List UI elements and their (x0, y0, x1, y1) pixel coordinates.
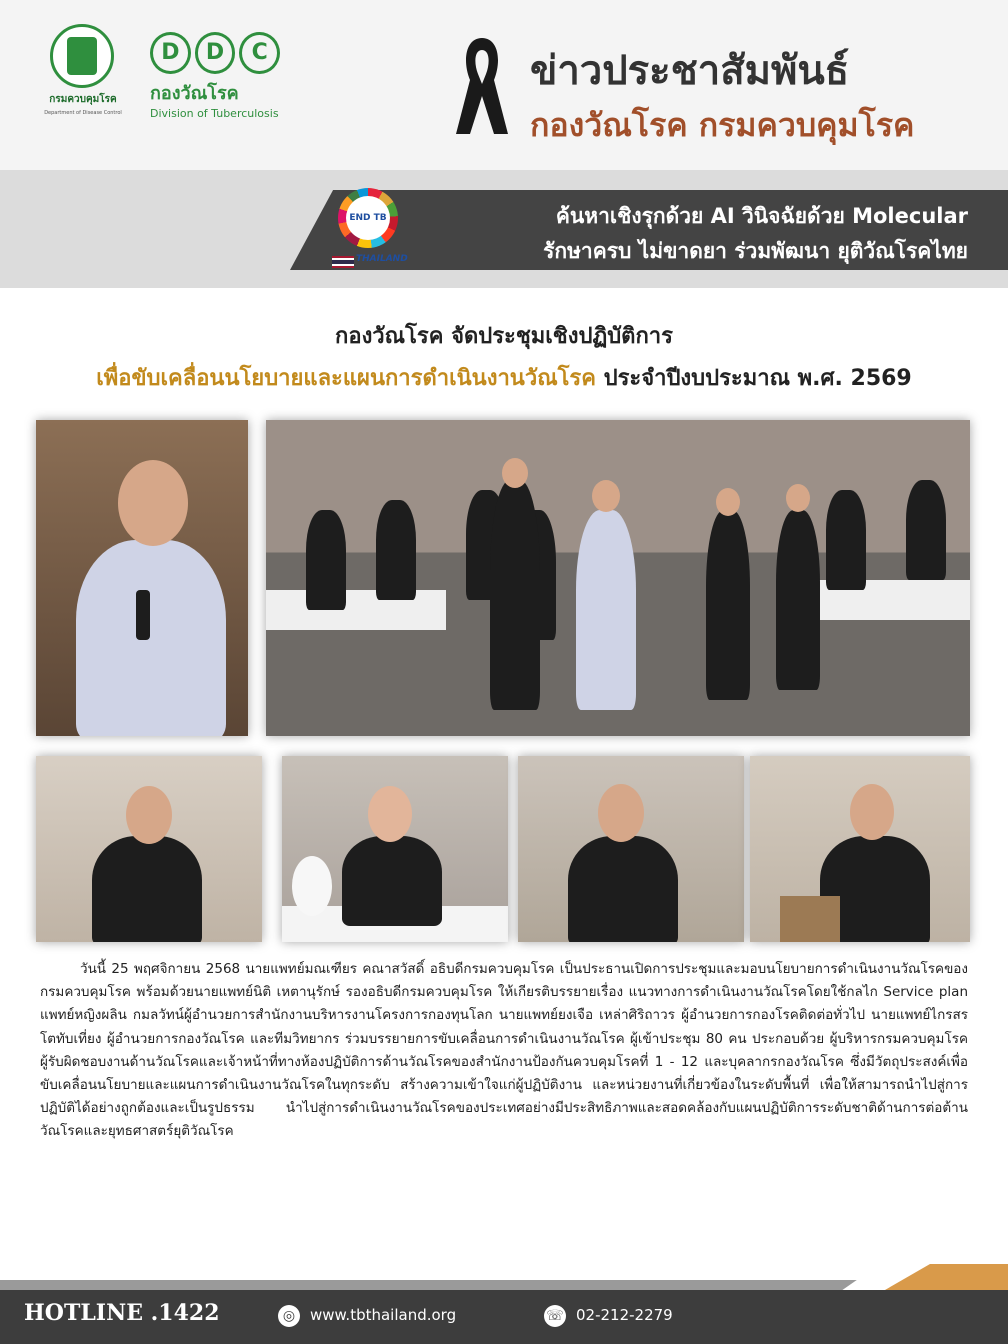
moph-logo-subtext: Department of Disease Control (44, 110, 122, 116)
thai-flag-icon (332, 256, 354, 268)
photo-director-speaking (36, 420, 248, 736)
globe-icon: ◎ (278, 1305, 300, 1327)
slogan-line-2: รักษาครบ ไม่ขาดยา ร่วมพัฒนา ยุติวัณโรคไทย (543, 239, 968, 263)
ddc-logo (150, 32, 280, 122)
slogan-line-1: ค้นหาเชิงรุกด้วย AI วินิจฉัยด้วย Molecular (555, 204, 968, 228)
headline-rest: ประจำปีงบประมาณ พ.ศ. 2569 (595, 366, 912, 391)
moph-logo (40, 22, 120, 122)
ddc-letter: D (195, 32, 236, 74)
ddc-letter: D (150, 32, 191, 74)
article-body: วันนี้ 25 พฤศจิกายน 2568 นายแพทย์มณเฑียร คณาสวัสดิ์ อธิบดีกรมควบคุมโรค เป็นประธานเปิดการประชุมและมอบนโยบายการดำเนินงานวัณโรคของกรมควบคุมโรค พร้อมด้วยนายแพทย์นิติ เหตานุรักษ์ รองอธิบดีกรมควบคุมโรค ให้เกียรติบรรยายเรื่อง แนวทางการดำเนินงานวัณโรคโดยใช้กลไก Service plan แพทย์หญิงผลิน กมลวัทน์ผู้อำนวยการสำนักงานบริหารงานโครงการกองทุนโลก นายแพทย์ยงเจือ เหล่าศิริถาวร ผู้อำนวยการกองโรคติดต่อทั่วไป นายแพทย์ไกรสร โตทับเที่ยง ผู้อำนวยการกองวัณโรค และทีมวิทยากร ร่วมบรรยายการขับเคลื่อนการดำเนินงานวัณโรค ผู้เข้าประชุม 80 คน ประกอบด้วย ผู้บริหารกรมควบคุมโรค ผู้รับผิดชอบงานด้านวัณโรคและเจ้าหน้าที่ทางห้องปฏิบัติการด้านวัณโรคของสำนักงานป้องกันควบคุมโรคที่ 1 - 12 และบุคลากรกองวัณโรค ซึ่งมีวัตถุประสงค์เพื่อขับเคลื่อนนโยบายและแผนการดำเนินงานวัณโรคในทุกระดับ สร้างความเข้าใจแก่ผู้ปฏิบัติงาน และหน่วยงานที่เกี่ยวข้องในระดับพื้นที่ เพื่อให้สามารถนำไปสู่การปฏิบัติได้อย่างถูกต้องและเป็นรูปธรรม นำไปสู่การดำเนินงานวัณโรคของประเทศอย่างมีประสิทธิภาพและสอดคล้องกับแผนปฏิบัติการระดับชาติด้านการต่อต้านวัณโรคและยุทธศาสตร์ยุติวัณโรค (40, 961, 968, 1140)
website-link[interactable]: www.tbthailand.org (310, 1306, 457, 1324)
headline-highlight: เพื่อขับเคลื่อนนโยบายและแผนการดำเนินงานวัณโรค (96, 366, 596, 391)
headline-line-1: กองวัณโรค จัดประชุมเชิงปฏิบัติการ (335, 324, 673, 349)
moph-emblem-icon (50, 24, 114, 88)
hotline-number: HOTLINE .1422 (24, 1300, 220, 1326)
phone-icon: ☏ (544, 1305, 566, 1327)
headline-line-2 (0, 360, 1008, 395)
page-subtitle: กองวัณโรค กรมควบคุมโรค (530, 106, 915, 144)
photo-speaker-1 (36, 756, 262, 942)
endtb-logo (332, 188, 406, 280)
endtb-label: END TB (346, 196, 390, 240)
country-label: THAILAND (356, 254, 408, 264)
ddc-letter: C (239, 32, 280, 74)
page-title: ข่าวประชาสัมพันธ์ (530, 48, 850, 94)
black-ribbon-icon (452, 30, 512, 140)
photo-speaker-3 (518, 756, 744, 942)
photo-speaker-2 (282, 756, 508, 942)
ddc-english-name: Division of Tuberculosis (150, 107, 279, 120)
moph-logo-text: กรมควบคุมโรค (49, 94, 117, 105)
photo-speaker-4 (750, 756, 970, 942)
ddc-thai-name: กองวัณโรค (150, 83, 239, 104)
photo-group (266, 420, 970, 736)
phone-number[interactable]: 02-212-2279 (576, 1306, 673, 1324)
